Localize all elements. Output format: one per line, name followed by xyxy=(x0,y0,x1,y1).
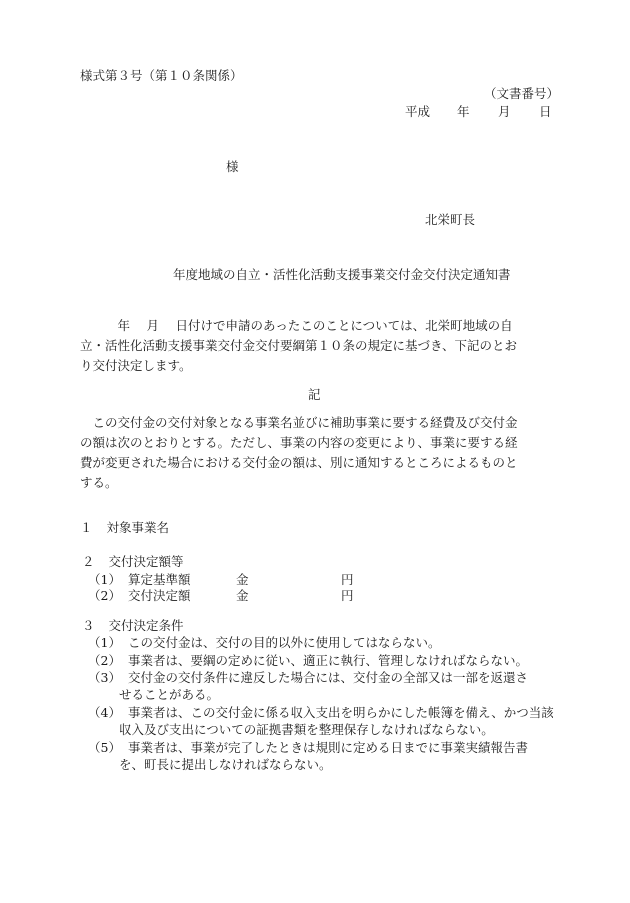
item-number: （2） xyxy=(88,653,121,668)
document-number: （文書番号） xyxy=(484,86,560,101)
body-paragraph xyxy=(80,413,550,493)
condition-line: を、町長に提出しなければならない。 xyxy=(119,757,332,772)
amount-label: 算定基準額 xyxy=(128,572,191,587)
item-number: （1） xyxy=(88,572,121,587)
date-month: 月 xyxy=(498,104,511,119)
yen-label: 円 xyxy=(341,572,354,587)
ki-heading: 記 xyxy=(308,387,321,402)
body-line: の額は次のとおりとする。ただし、事業の内容の変更により、事業に要する経 xyxy=(80,435,518,450)
date-day: 日 xyxy=(539,104,552,119)
sender-name: 北栄町長 xyxy=(425,212,476,227)
condition-line: せることがある。 xyxy=(119,687,220,702)
yen-label: 円 xyxy=(341,588,354,603)
section-label: 交付決定額等 xyxy=(108,554,184,569)
document-title: 年度地域の自立・活性化活動支援事業交付金交付決定通知書 xyxy=(173,267,511,282)
condition-line: この交付金は、交付の目的以外に使用してはならない。 xyxy=(128,635,441,650)
condition-line: 収入及び支出についての証拠書類を整理保存しなければならない。 xyxy=(119,722,494,737)
section-label: 対象事業名 xyxy=(106,520,170,535)
date-era: 平成 xyxy=(405,104,431,119)
condition-line: 事業者は、事業が完了したときは規則に定める日までに事業実績報告書 xyxy=(128,740,529,755)
section-number: ２ xyxy=(82,554,95,569)
body-line: 費が変更された場合における交付金の額は、別に通知するところによるものと xyxy=(80,455,518,470)
kin-label: 金 xyxy=(236,588,249,603)
condition-line: 事業者は、要綱の定めに従い、適正に執行、管理しなければならない。 xyxy=(128,653,529,668)
section-label: 交付決定条件 xyxy=(108,618,184,633)
kin-label: 金 xyxy=(236,572,249,587)
form-number: 様式第３号（第１０条関係） xyxy=(80,68,243,83)
condition-line: 交付金の交付条件に違反した場合には、交付金の全部又は一部を返還さ xyxy=(128,670,529,685)
section-number: ３ xyxy=(82,618,95,633)
item-number: （5） xyxy=(88,740,121,755)
item-number: （4） xyxy=(88,705,121,720)
body-line: する。 xyxy=(80,475,118,490)
amount-label: 交付決定額 xyxy=(128,588,191,603)
intro-line: 年 月 日付けで申請のあったこのことについては、北栄町地域の自 xyxy=(80,318,513,333)
date-year: 年 xyxy=(457,104,470,119)
intro-line: 立・活性化活動支援事業交付金交付要綱第１０条の規定に基づき、下記のとお xyxy=(80,338,518,353)
section-1-heading xyxy=(80,518,169,536)
section-3-heading xyxy=(82,616,184,634)
intro-paragraph xyxy=(80,316,550,376)
section-2-heading xyxy=(82,552,184,570)
item-number: （3） xyxy=(88,670,121,685)
condition-line: 事業者は、この交付金に係る収入支出を明らかにした帳簿を備え、かつ当該 xyxy=(128,705,554,720)
section-number: １ xyxy=(80,520,93,535)
intro-line: り交付決定します。 xyxy=(80,358,192,373)
item-number: （1） xyxy=(88,635,121,650)
recipient-honorific: 様 xyxy=(226,159,239,174)
body-line: この交付金の交付対象となる事業名並びに補助事業に要する経費及び交付金 xyxy=(80,415,518,430)
item-number: （2） xyxy=(88,588,121,603)
